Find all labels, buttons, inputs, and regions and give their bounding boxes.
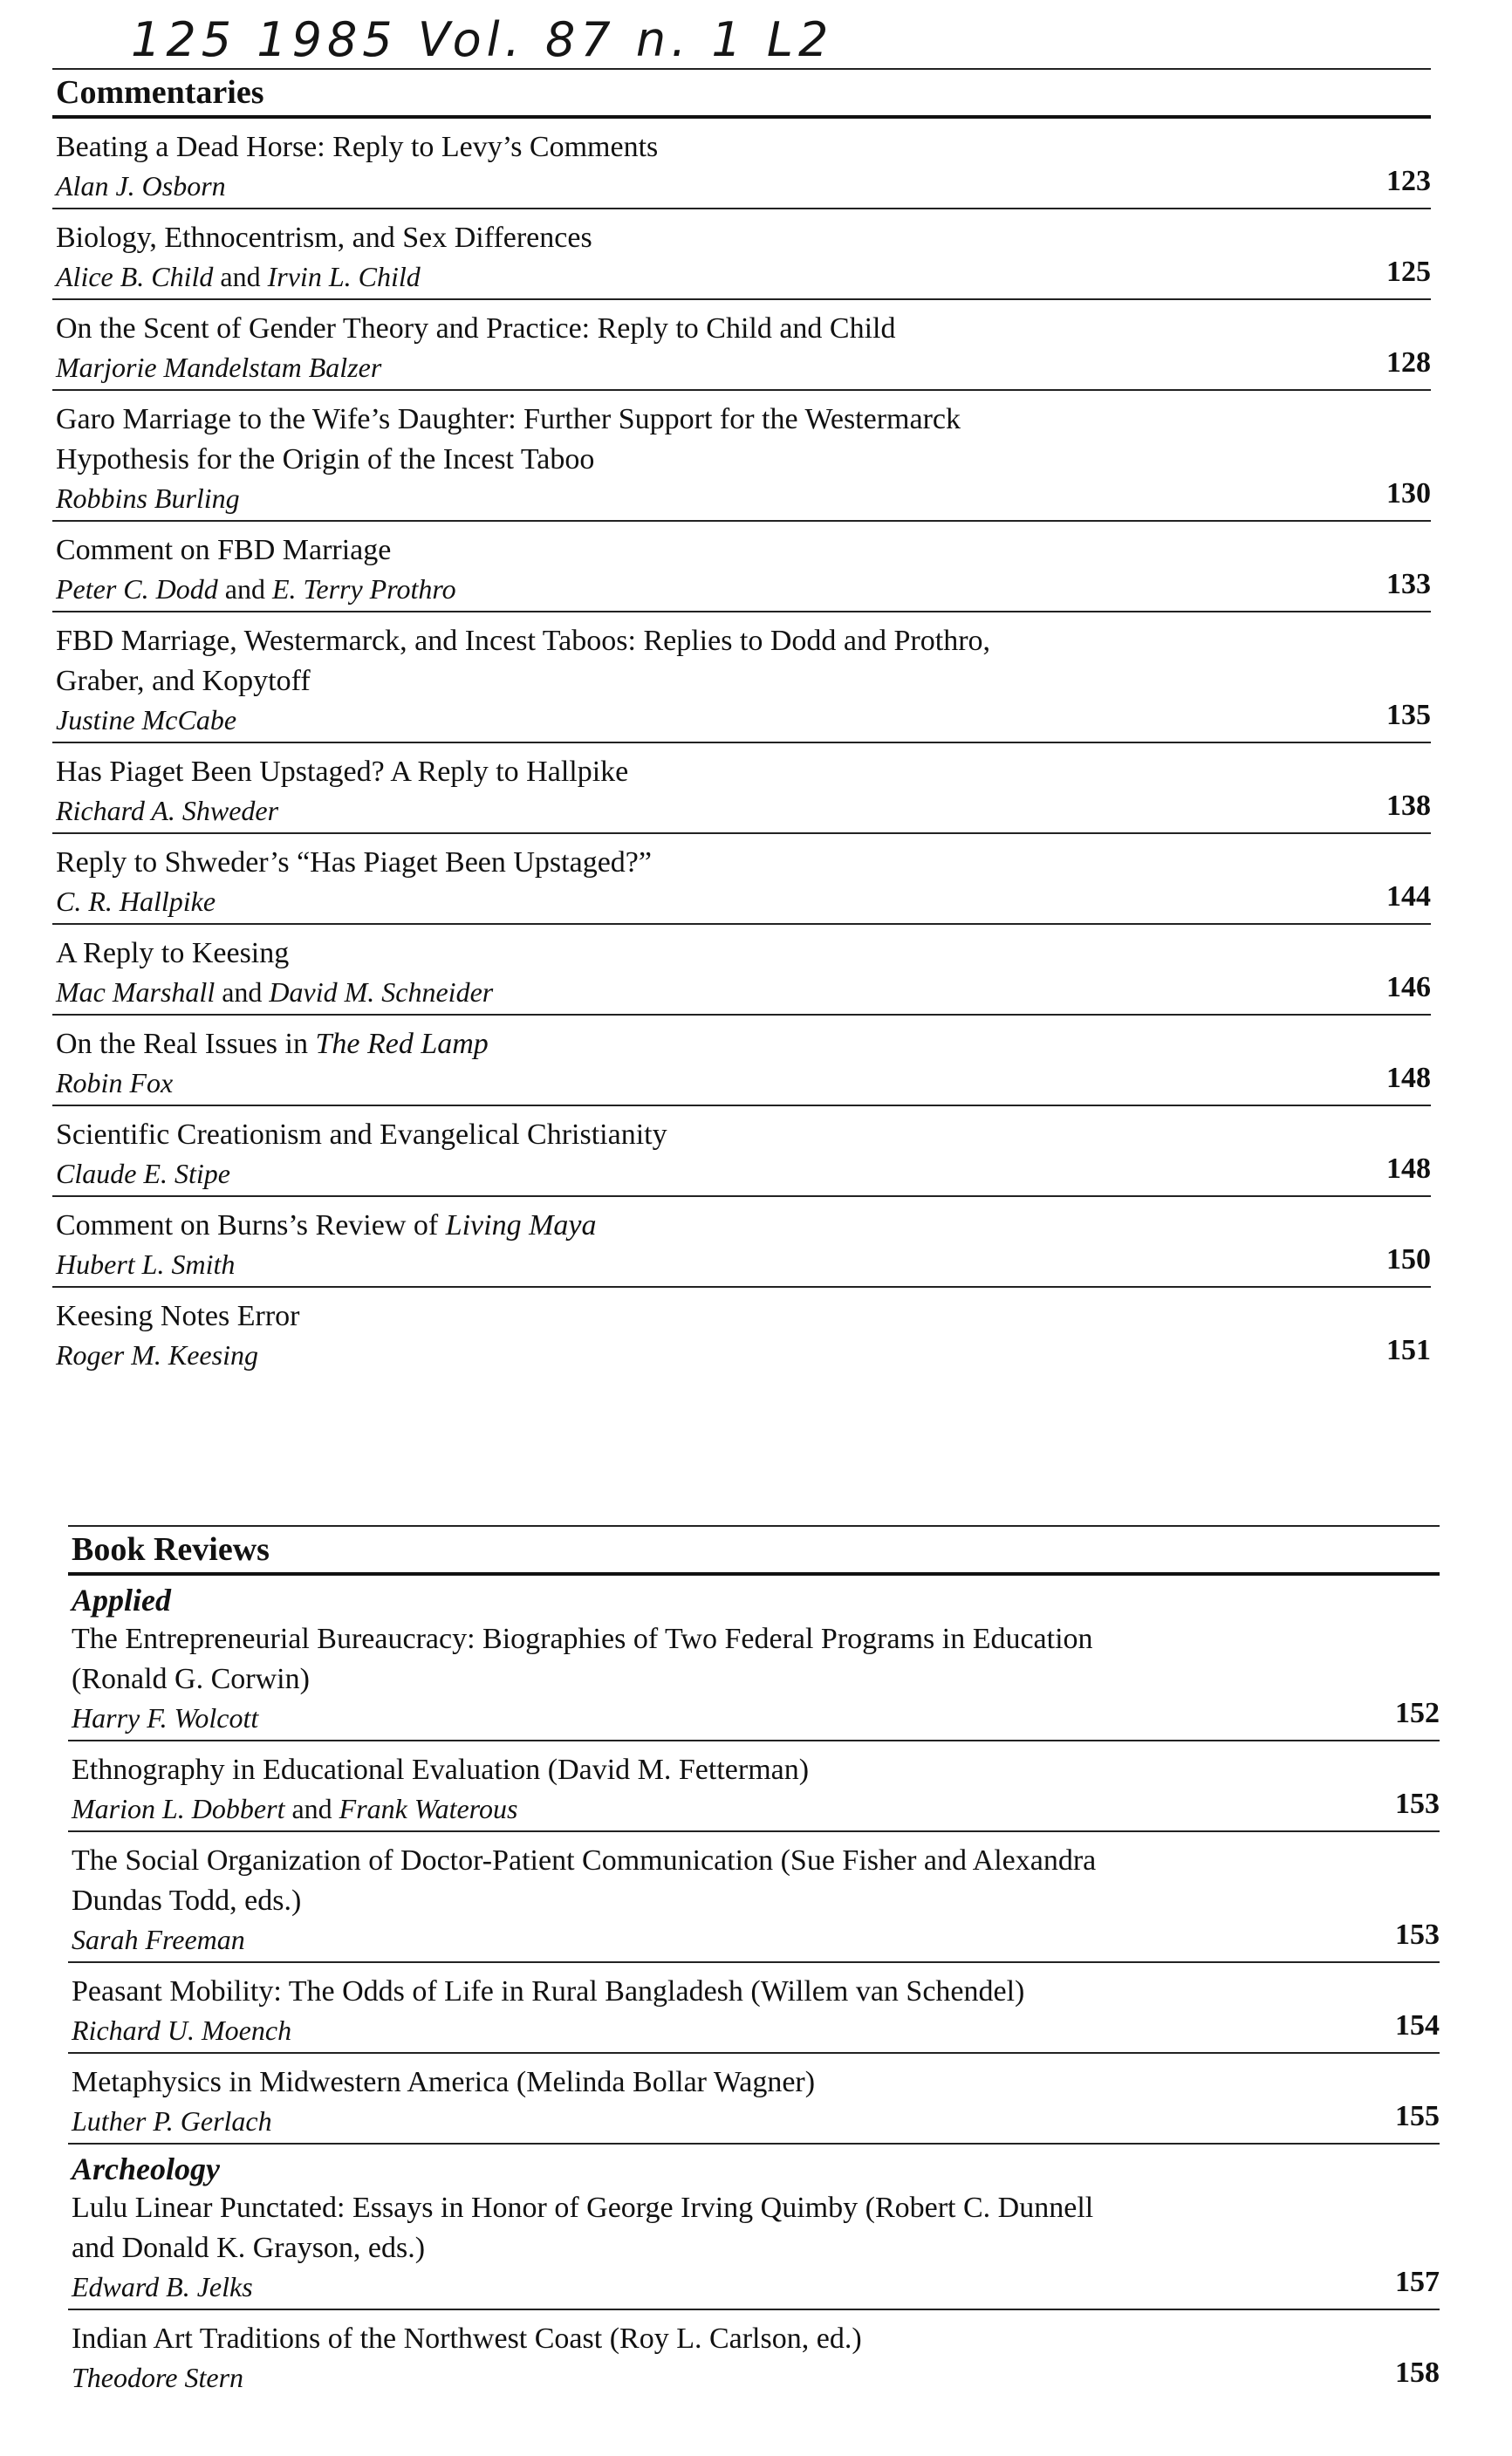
toc-entry bbox=[52, 522, 1431, 612]
entry-page-number: 158 bbox=[1395, 2357, 1440, 2389]
entry-title: Ethnography in Educational Evaluation (David M. Fetterman) bbox=[72, 1754, 810, 1786]
entry-author: Theodore Stern bbox=[72, 2362, 244, 2393]
entry-author: C. R. Hallpike bbox=[56, 886, 216, 917]
entry-title: Biology, Ethnocentrism, and Sex Differences bbox=[56, 222, 592, 254]
toc-entry bbox=[68, 1741, 1440, 1832]
entry-title-line-2: (Ronald G. Corwin) bbox=[72, 1663, 310, 1695]
entry-author: Sarah Freeman bbox=[72, 1924, 245, 1955]
author-name: Frank Waterous bbox=[339, 1793, 518, 1824]
entry-title-text: On the Real Issues in bbox=[56, 1028, 308, 1060]
toc-entry bbox=[68, 1832, 1440, 1963]
entry-title-italic: Living Maya bbox=[445, 1209, 597, 1242]
entry-author bbox=[56, 571, 1335, 607]
toc-entry bbox=[52, 1016, 1431, 1106]
entry-page-number: 157 bbox=[1395, 2266, 1440, 2298]
entry-author bbox=[72, 1790, 1344, 1827]
entry-page-number: 148 bbox=[1386, 1062, 1431, 1094]
commentaries-heading: Commentaries bbox=[52, 68, 1431, 119]
entry-page-number: 153 bbox=[1395, 1919, 1440, 1951]
toc-entry bbox=[52, 925, 1431, 1016]
subsection-heading-archeology: Archeology bbox=[72, 2152, 220, 2186]
entry-title: Indian Art Traditions of the Northwest Coast (Roy L. Carlson, ed.) bbox=[72, 2323, 862, 2355]
toc-entry bbox=[52, 1106, 1431, 1197]
toc-entry bbox=[52, 300, 1431, 391]
entry-title-line-2: and Donald K. Grayson, eds.) bbox=[72, 2232, 426, 2264]
entry-page-number: 130 bbox=[1386, 477, 1431, 510]
entry-title: A Reply to Keesing bbox=[56, 937, 290, 969]
entry-title: Beating a Dead Horse: Reply to Levy’s Comments bbox=[56, 131, 659, 163]
toc-entry bbox=[52, 1197, 1431, 1288]
entry-author bbox=[56, 974, 1335, 1010]
toc-entry bbox=[52, 391, 1431, 522]
entry-title-line-1: Garo Marriage to the Wife’s Daughter: Further Support for the Westermarck bbox=[56, 403, 961, 435]
entry-title-text: Comment on Burns’s Review of bbox=[56, 1209, 439, 1242]
entry-page-number: 128 bbox=[1386, 346, 1431, 379]
entry-author: Alan J. Osborn bbox=[56, 170, 226, 202]
entry-page-number: 151 bbox=[1386, 1334, 1431, 1366]
entry-title: Comment on FBD Marriage bbox=[56, 534, 392, 566]
entry-author: Luther P. Gerlach bbox=[72, 2105, 272, 2137]
entry-author: Richard A. Shweder bbox=[56, 795, 279, 826]
entry-title-line-1: The Entrepreneurial Bureaucracy: Biographies of Two Federal Programs in Education bbox=[72, 1623, 1093, 1655]
toc-entry bbox=[52, 743, 1431, 834]
entry-author: Harry F. Wolcott bbox=[72, 1702, 259, 1734]
entry-page-number: 153 bbox=[1395, 1788, 1440, 1820]
toc-entry bbox=[68, 2054, 1440, 2145]
toc-entry bbox=[52, 119, 1431, 209]
author-name: Mac Marshall bbox=[56, 976, 216, 1008]
author-name: Marion L. Dobbert bbox=[72, 1793, 285, 1824]
toc-entry bbox=[52, 1288, 1431, 1377]
entry-author: Edward B. Jelks bbox=[72, 2271, 253, 2302]
entry-title-line-1: Lulu Linear Punctated: Essays in Honor of George Irving Quimby (Robert C. Dunnell bbox=[72, 2192, 1094, 2224]
author-conjunction: and bbox=[220, 261, 261, 292]
entry-title-line-2: Hypothesis for the Origin of the Incest Taboo bbox=[56, 443, 595, 475]
entry-author: Claude E. Stipe bbox=[56, 1158, 230, 1189]
toc-entry bbox=[52, 209, 1431, 300]
entry-author: Richard U. Moench bbox=[72, 2015, 292, 2046]
entry-author: Roger M. Keesing bbox=[56, 1339, 258, 1371]
book-reviews-section bbox=[68, 1525, 1440, 2399]
entry-author: Robbins Burling bbox=[56, 482, 240, 514]
entry-title: Metaphysics in Midwestern America (Melinda Bollar Wagner) bbox=[72, 2066, 816, 2098]
entry-page-number: 148 bbox=[1386, 1153, 1431, 1185]
entry-title-line-2: Dundas Todd, eds.) bbox=[72, 1885, 302, 1917]
handwritten-annotation-text: 125 1985 Vol. 87 n. 1 L2 bbox=[131, 12, 834, 67]
entry-author bbox=[56, 258, 1335, 295]
entry-title: Has Piaget Been Upstaged? A Reply to Hallpike bbox=[56, 756, 629, 788]
entry-author: Justine McCabe bbox=[56, 704, 237, 735]
entry-page-number: 138 bbox=[1386, 790, 1431, 822]
author-conjunction: and bbox=[224, 573, 265, 605]
entry-title: Reply to Shweder’s “Has Piaget Been Upstaged?” bbox=[56, 846, 652, 879]
entry-title-line-1: The Social Organization of Doctor-Patient Communication (Sue Fisher and Alexandra bbox=[72, 1844, 1097, 1877]
entry-title-italic: The Red Lamp bbox=[315, 1028, 489, 1060]
subsection-heading-applied: Applied bbox=[72, 1583, 171, 1618]
entry-page-number: 154 bbox=[1395, 2009, 1440, 2042]
entry-title: Scientific Creationism and Evangelical Christianity bbox=[56, 1119, 667, 1151]
author-name: Peter C. Dodd bbox=[56, 573, 218, 605]
toc-entry bbox=[68, 1619, 1440, 1741]
entry-page-number: 135 bbox=[1386, 699, 1431, 731]
entry-title bbox=[56, 1206, 1335, 1246]
toc-entry bbox=[52, 612, 1431, 743]
entry-title-line-1: FBD Marriage, Westermarck, and Incest Taboos: Replies to Dodd and Prothro, bbox=[56, 625, 991, 657]
entry-page-number: 150 bbox=[1386, 1243, 1431, 1276]
entry-author: Hubert L. Smith bbox=[56, 1249, 236, 1280]
commentaries-section bbox=[52, 68, 1431, 1377]
book-reviews-heading: Book Reviews bbox=[68, 1525, 1440, 1576]
toc-entry bbox=[68, 2310, 1440, 2399]
toc-entry bbox=[68, 2188, 1440, 2310]
author-name: David M. Schneider bbox=[269, 976, 494, 1008]
entry-page-number: 123 bbox=[1386, 165, 1431, 197]
entry-page-number: 152 bbox=[1395, 1697, 1440, 1729]
author-conjunction: and bbox=[291, 1793, 332, 1824]
toc-entry bbox=[52, 834, 1431, 925]
entry-page-number: 125 bbox=[1386, 256, 1431, 288]
entry-page-number: 133 bbox=[1386, 568, 1431, 600]
entry-page-number: 155 bbox=[1395, 2100, 1440, 2132]
handwritten-annotation bbox=[131, 7, 1221, 68]
entry-title: Keesing Notes Error bbox=[56, 1300, 300, 1332]
entry-title bbox=[56, 1024, 1335, 1064]
entry-title: Peasant Mobility: The Odds of Life in Rural Bangladesh (Willem van Schendel) bbox=[72, 1975, 1025, 2008]
entry-author: Robin Fox bbox=[56, 1067, 174, 1098]
entry-title-line-2: Graber, and Kopytoff bbox=[56, 665, 311, 697]
author-name: Irvin L. Child bbox=[267, 261, 421, 292]
entry-author: Marjorie Mandelstam Balzer bbox=[56, 352, 382, 383]
author-conjunction: and bbox=[222, 976, 263, 1008]
author-name: Alice B. Child bbox=[56, 261, 214, 292]
entry-page-number: 144 bbox=[1386, 880, 1431, 913]
toc-entry bbox=[68, 1963, 1440, 2054]
author-name: E. Terry Prothro bbox=[271, 573, 456, 605]
entry-page-number: 146 bbox=[1386, 971, 1431, 1003]
entry-title: On the Scent of Gender Theory and Practice: Reply to Child and Child bbox=[56, 312, 896, 345]
